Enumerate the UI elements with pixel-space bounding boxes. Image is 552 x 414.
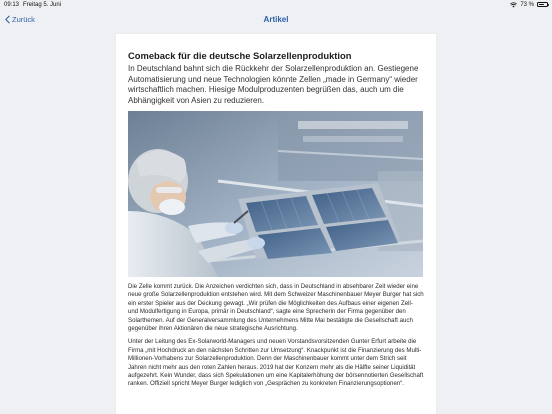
status-bar — [0, 0, 552, 9]
article-headline: Comeback für die deutsche Solarzellenproduktion — [128, 50, 352, 61]
chevron-left-icon — [5, 15, 10, 24]
battery-icon — [537, 2, 548, 7]
article-paragraph: Die Zelle kommt zurück. Die Anzeichen verdichten sich, dass in Deutschland in absehbarer Zeit wieder eine neue große Solarzellenproduktion entstehen wird. Mit dem Schweizer Maschinenbauer Meyer Burger hat sich ein erster Spieler aus der Deckung gewagt. „Wir prüfen die Möglichkeiten des Aufbaus einer eigenen Zell- und Modulfertigung in Europa, primär in Deutschland“, sagte eine Sprecherin der Firma gegenüber den Solarthemen. Auf der Generalversammlung des Unternehmens Mitte Mai bestätigte die Gesellschaft auch gegenüber ihren Aktionären die neue strategische Ausrichtung. — [128, 283, 424, 333]
battery-percent: 73 % — [520, 1, 534, 8]
status-time: 09:13 — [4, 1, 20, 8]
back-button[interactable] — [5, 12, 35, 26]
article-paragraph: Unter der Leitung des Ex-Solarworld-Managers und neuen Vorstandsvorsitzenden Gunter Erfurt arbeite die Firma „mit Hochdruck an den nächsten Schritten zur Umsetzung“. Knackpunkt ist die Finanzierung des Multi-Millionen-Vorhabens zur Solarzellenproduktion. Denn der Maschinenbauer kommt unter dem Strich seit Jahren nicht mehr aus den roten Zahlen heraus. 2019 hat der Konzern mehr als die Hälfte seiner Liquidität aufgezehrt. Kein Wunder, dass sich Spekulationen um eine Kapitalerhöhung der börsennotierten Gesellschaft ranken. Offiziell spricht Meyer Burger lediglich von „Gesprächen zu konkreten Finanzierungsoptionen“. — [128, 338, 424, 388]
wifi-icon — [510, 2, 517, 8]
article-card — [116, 34, 436, 414]
article-image — [128, 111, 423, 277]
navigation-bar — [0, 9, 552, 29]
page-title: Artikel — [263, 14, 289, 24]
back-button-label: Zurück — [12, 14, 35, 24]
article-lead: In Deutschland bahnt sich die Rückkehr der Solarzellenproduktion an. Gestiegene Automatisierung und neue Technologien könnte Zellen „made in Germany“ wieder wirtschaftlich machen. Hiesige Modulproduzenten begrüßen das, auch um die Abhängigkeit von Asien zu reduzieren. — [128, 64, 419, 105]
status-date: Freitag 5. Juni — [23, 1, 62, 8]
